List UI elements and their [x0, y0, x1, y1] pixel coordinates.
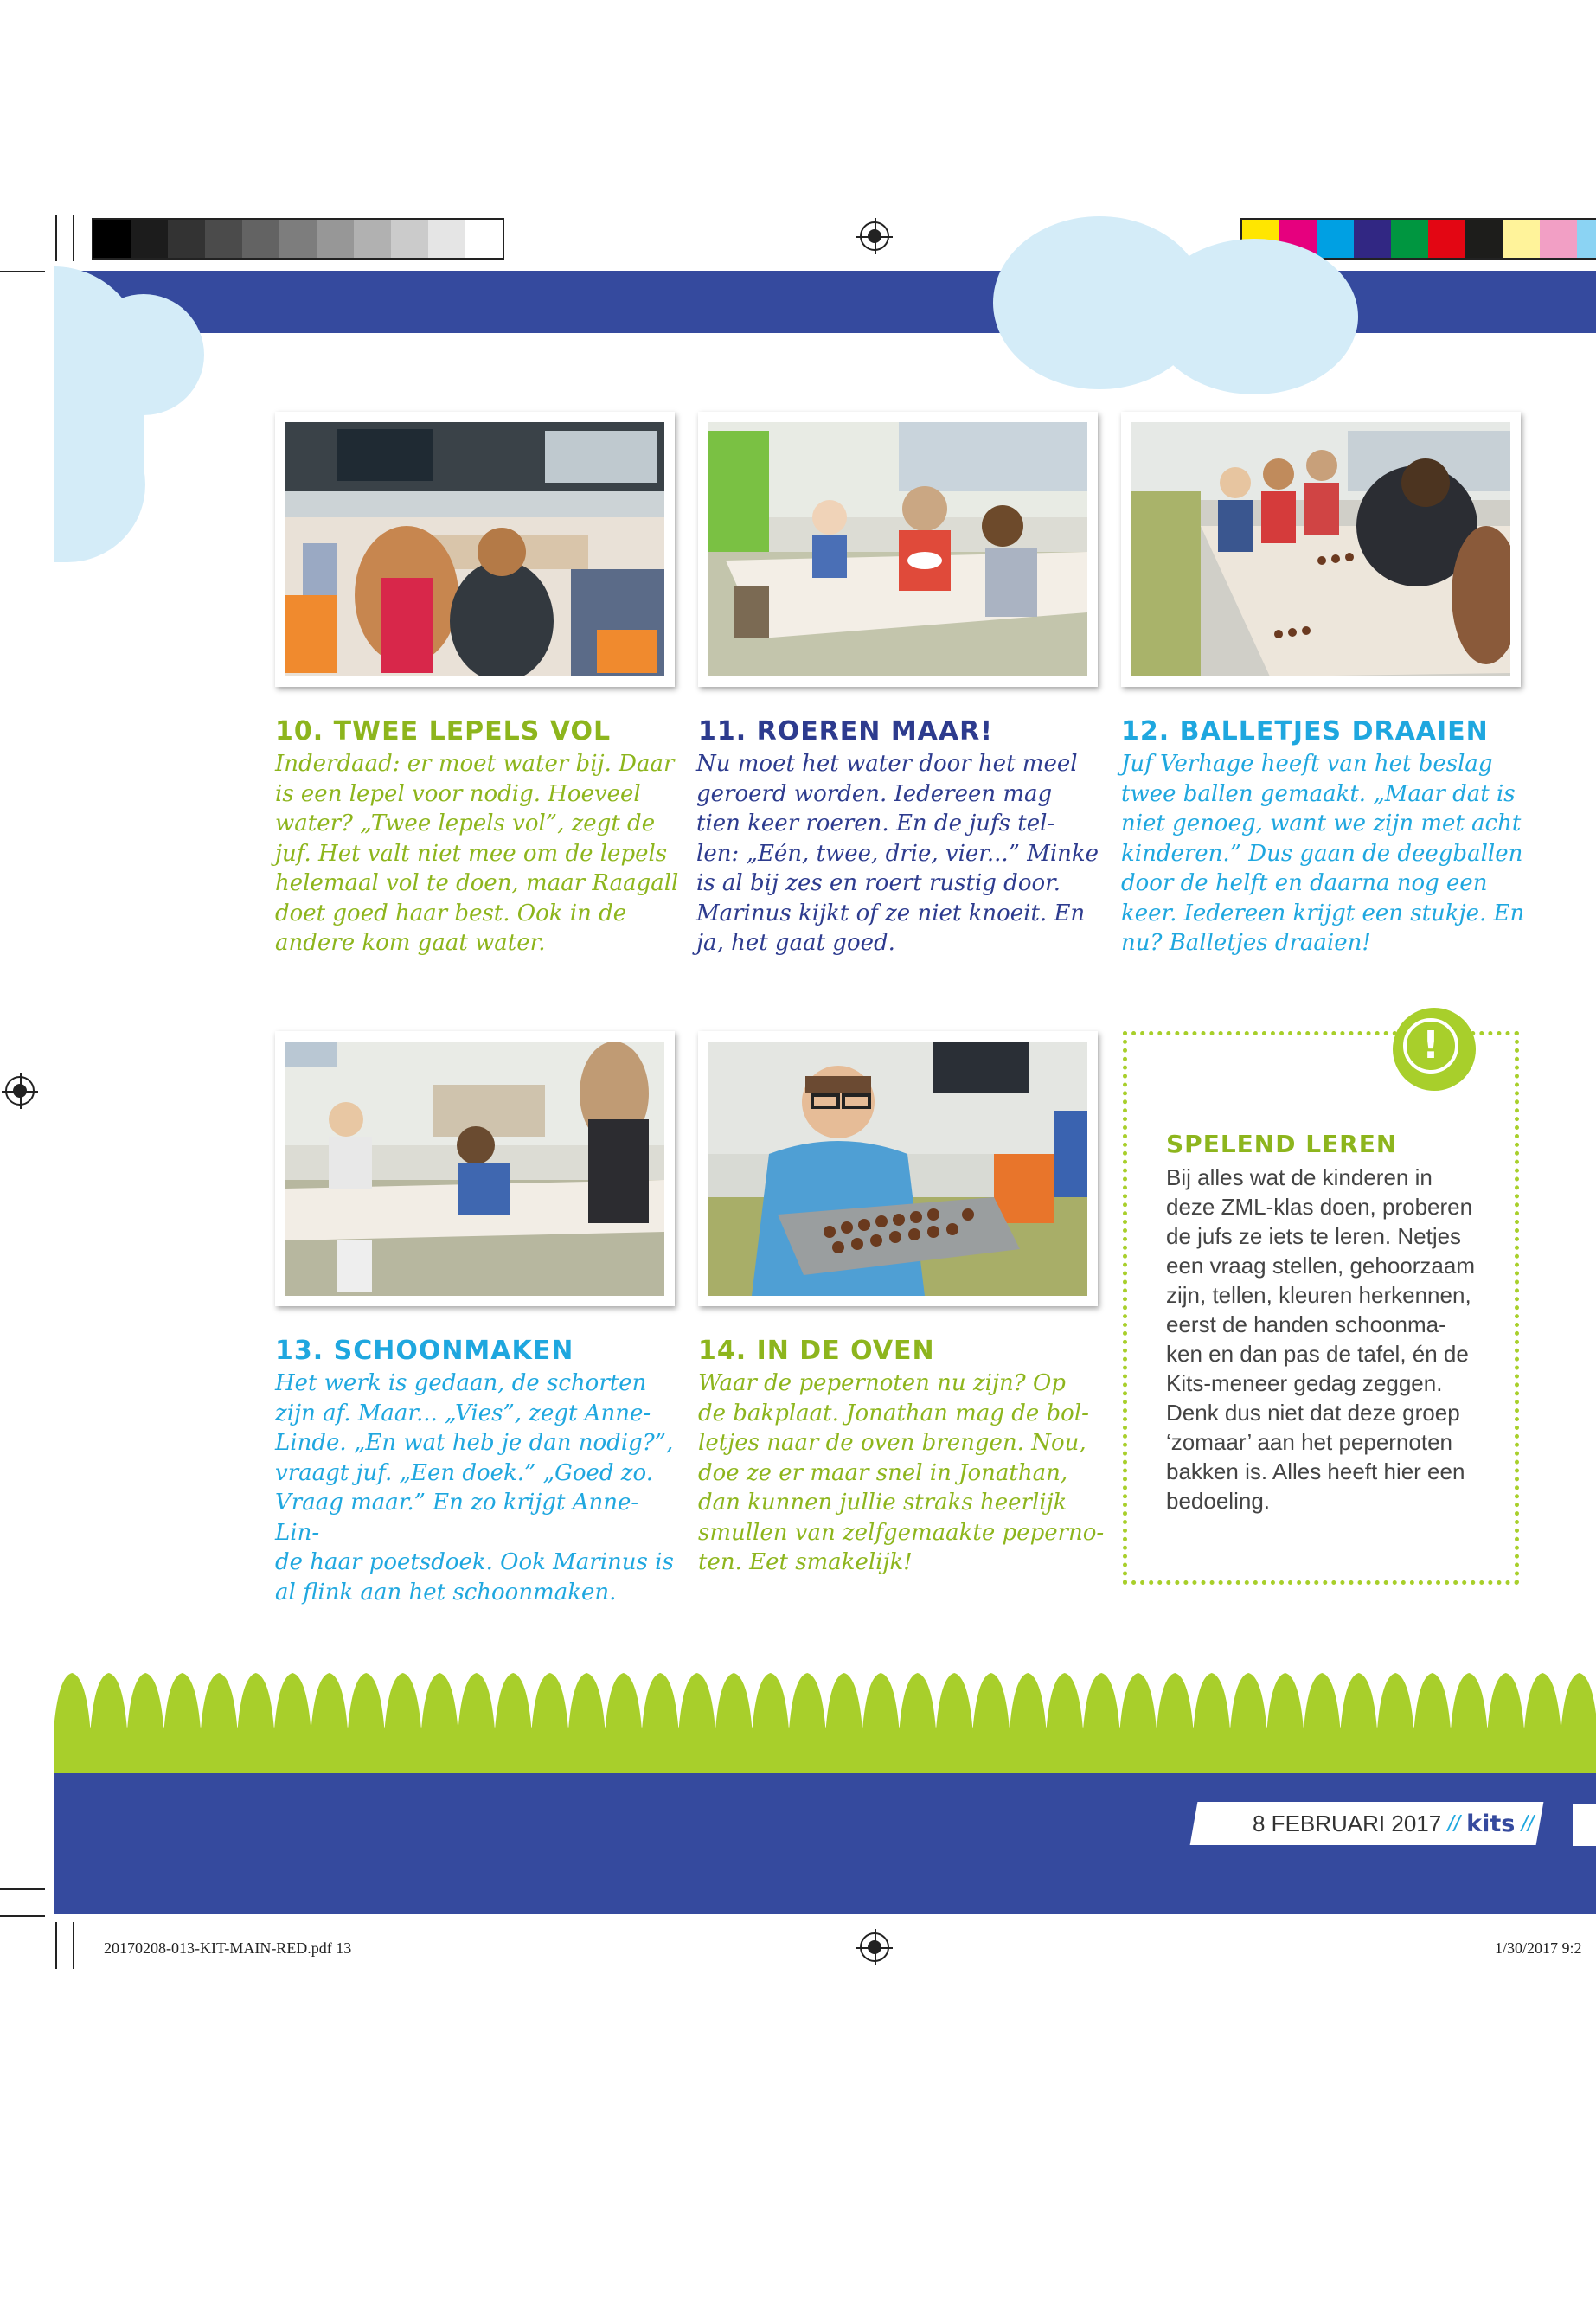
- wave-scallop: [1414, 1673, 1452, 1730]
- issue-date-line: [1253, 1811, 1534, 1837]
- wave-scallop: [715, 1673, 753, 1730]
- wave-scallop: [1451, 1673, 1488, 1730]
- text-line: Waar de pepernoten nu zijn? Op: [698, 1370, 1066, 1396]
- text-line: geroerd worden. Iedereen mag: [696, 780, 1053, 807]
- text-line: zijn af. Maar... „Vies”, zegt Anne-: [275, 1400, 651, 1426]
- separator: //: [1447, 1811, 1460, 1836]
- text-line: de bakplaat. Jonathan mag de bol-: [698, 1400, 1089, 1426]
- text-line: twee ballen gemaakt. „Maar dat is: [1121, 780, 1516, 807]
- separator: //: [1521, 1811, 1535, 1836]
- text-line: vraagt juf. „Een doek.” „Goed zo.: [275, 1459, 653, 1486]
- text-line: bakken is. Alles heeft hier een: [1166, 1458, 1465, 1484]
- cloud-shape: [1151, 239, 1358, 394]
- text-line: niet genoeg, want we zijn met acht: [1121, 811, 1522, 836]
- exclamation-symbol: !: [1403, 1018, 1458, 1074]
- wave-scallop: [606, 1673, 643, 1730]
- text-line: smullen van zelfgemaakte peperno-: [698, 1519, 1105, 1546]
- crop-mark: [73, 1922, 74, 1969]
- text-line: ten. Eet smakelijk!: [698, 1549, 913, 1575]
- wave-scallop: [532, 1673, 569, 1730]
- wave-scallop: [421, 1673, 458, 1730]
- section-body: [1121, 749, 1536, 958]
- text-line: bedoeling.: [1166, 1488, 1270, 1514]
- section-body: [696, 749, 1103, 958]
- print-filename: 20170208-013-KIT-MAIN-RED.pdf 13: [104, 1939, 352, 1957]
- text-line: doet goed haar best. Ook in de: [275, 900, 627, 926]
- text-line: Bij alles wat de kinderen in: [1166, 1164, 1433, 1190]
- wave-scallop: [311, 1673, 349, 1730]
- text-line: juf. Het valt niet mee om de lepels: [275, 840, 668, 867]
- text-line: zijn, tellen, kleuren herkennen,: [1166, 1282, 1471, 1308]
- text-line: eerst de handen schoonma-: [1166, 1311, 1446, 1337]
- text-line: door de helft en daarna nog een: [1121, 870, 1488, 896]
- print-timestamp: 1/30/2017 9:2: [1495, 1939, 1582, 1957]
- wave-scallop: [973, 1673, 1010, 1730]
- cloud-shape: [83, 294, 204, 415]
- text-line: is een lepel voor nodig. Hoeveel: [275, 780, 641, 807]
- text-line: andere kom gaat water.: [275, 930, 546, 956]
- page-number-tab: [1573, 1804, 1596, 1846]
- photo-two-spoons: [275, 412, 675, 687]
- text-line: ‘zomaar’ aan het pepernoten: [1166, 1429, 1453, 1455]
- wave-scallop: [936, 1673, 973, 1730]
- wave-scallop: [679, 1673, 716, 1730]
- section-body: [698, 1368, 1105, 1578]
- wave-scallop: [127, 1673, 164, 1730]
- wave-scallop: [385, 1673, 422, 1730]
- section-heading: 13. SCHOONMAKEN: [275, 1336, 574, 1366]
- text-line: Juf Verhage heeft van het beslag: [1121, 751, 1493, 777]
- text-line: keer. Iedereen krijgt een stukje. En: [1121, 900, 1525, 926]
- section-heading: 14. IN DE OVEN: [698, 1336, 935, 1366]
- text-line: deze ZML-klas doen, proberen: [1166, 1194, 1473, 1220]
- text-line: tien keer roeren. En de jufs tel-: [696, 811, 1055, 836]
- wave-scallop: [164, 1673, 202, 1730]
- registration-mark: [5, 1076, 35, 1106]
- crop-mark: [55, 1922, 57, 1969]
- crop-mark: [0, 271, 45, 272]
- registration-mark: [860, 221, 889, 251]
- wave-scallop: [91, 1673, 128, 1730]
- text-line: Nu moet het water door het meel: [696, 751, 1078, 777]
- wave-scallop: [753, 1673, 790, 1730]
- wave-scallop: [201, 1673, 238, 1730]
- wave-scallop: [238, 1673, 275, 1730]
- registration-mark: [860, 1932, 889, 1962]
- text-line: ken en dan pas de tafel, én de: [1166, 1341, 1469, 1367]
- tip-heading: SPELEND LEREN: [1166, 1130, 1398, 1158]
- wave-scallop: [826, 1673, 863, 1730]
- wave-scallop: [789, 1673, 826, 1730]
- green-band: [54, 1728, 1596, 1773]
- wave-scallop: [1524, 1673, 1561, 1730]
- wave-scallop: [1267, 1673, 1304, 1730]
- text-line: ja, het gaat goed.: [696, 930, 895, 956]
- text-line: len: „Eén, twee, drie, vier...” Minke: [696, 840, 1099, 867]
- section-heading: 12. BALLETJES DRAAIEN: [1121, 716, 1489, 747]
- wave-scallop: [900, 1673, 937, 1730]
- wave-scallop: [348, 1673, 385, 1730]
- text-line: kinderen.” Dus gaan de deegballen: [1121, 840, 1523, 867]
- text-line: Het werk is gedaan, de schorten: [275, 1370, 647, 1396]
- text-line: een vraag stellen, gehoorzaam: [1166, 1253, 1476, 1279]
- wave-scallop: [1230, 1673, 1267, 1730]
- brand-name: kits: [1466, 1811, 1516, 1837]
- text-line: helemaal vol te doen, maar Raagall: [275, 870, 679, 896]
- photo-stirring: [698, 412, 1098, 687]
- wave-scallop: [1341, 1673, 1378, 1730]
- header-band: [54, 271, 1596, 333]
- section-heading: 10. TWEE LEPELS VOL: [275, 716, 612, 747]
- photo-rolling-balls: [1121, 412, 1521, 687]
- text-line: Vraag maar.” En zo krijgt Anne-Lin-: [275, 1490, 639, 1546]
- section-body: [275, 749, 682, 958]
- text-line: de jufs ze iets te leren. Netjes: [1166, 1223, 1462, 1249]
- text-line: nu? Balletjes draaien!: [1121, 930, 1371, 956]
- crop-mark: [55, 215, 57, 261]
- photo-oven: [698, 1031, 1098, 1306]
- wave-scallop: [1377, 1673, 1414, 1730]
- wave-scallop: [1083, 1673, 1120, 1730]
- text-line: dan kunnen jullie straks heerlijk: [698, 1490, 1067, 1516]
- wave-scallop: [54, 1673, 91, 1730]
- section-heading: 11. ROEREN MAAR!: [698, 716, 993, 747]
- wave-scallop: [1010, 1673, 1047, 1730]
- wave-scallop: [1157, 1673, 1194, 1730]
- text-line: de haar poetsdoek. Ook Marinus is: [275, 1549, 674, 1575]
- wave-scallop: [495, 1673, 532, 1730]
- wave-scallop: [568, 1673, 606, 1730]
- wave-scallop: [1047, 1673, 1084, 1730]
- text-line: Marinus kijkt of ze niet knoeit. En: [696, 900, 1086, 926]
- wave-scallop: [1304, 1673, 1341, 1730]
- wave-scallop: [1561, 1673, 1596, 1730]
- text-line: al flink aan het schoonmaken.: [275, 1579, 617, 1606]
- wave-border: [54, 1670, 1596, 1730]
- crop-mark: [73, 215, 74, 261]
- text-line: Kits-meneer gedag zeggen.: [1166, 1370, 1443, 1396]
- issue-date: 8 FEBRUARI 2017: [1253, 1811, 1442, 1836]
- grayscale-bar: [92, 218, 504, 260]
- exclamation-icon: [1393, 1008, 1476, 1091]
- text-line: water? „Twee lepels vol”, zegt de: [275, 811, 656, 836]
- text-line: doe ze er maar snel in Jonathan,: [698, 1459, 1068, 1486]
- wave-scallop: [274, 1673, 311, 1730]
- photo-cleaning: [275, 1031, 675, 1306]
- crop-mark: [0, 1915, 45, 1917]
- crop-mark: [0, 1888, 45, 1890]
- text-line: Inderdaad: er moet water bij. Daar: [275, 751, 675, 777]
- wave-scallop: [1194, 1673, 1231, 1730]
- text-line: is al bij zes en roert rustig door.: [696, 870, 1061, 896]
- wave-scallop: [1120, 1673, 1157, 1730]
- wave-scallop: [458, 1673, 496, 1730]
- tip-body: [1166, 1163, 1495, 1516]
- wave-scallop: [642, 1673, 679, 1730]
- wave-scallop: [1488, 1673, 1525, 1730]
- text-line: Linde. „En wat heb je dan nodig?”,: [275, 1430, 674, 1456]
- section-body: [275, 1368, 682, 1607]
- text-line: letjes naar de oven brengen. Nou,: [698, 1430, 1086, 1456]
- text-line: Denk dus niet dat deze groep: [1166, 1400, 1460, 1426]
- wave-scallop: [862, 1673, 900, 1730]
